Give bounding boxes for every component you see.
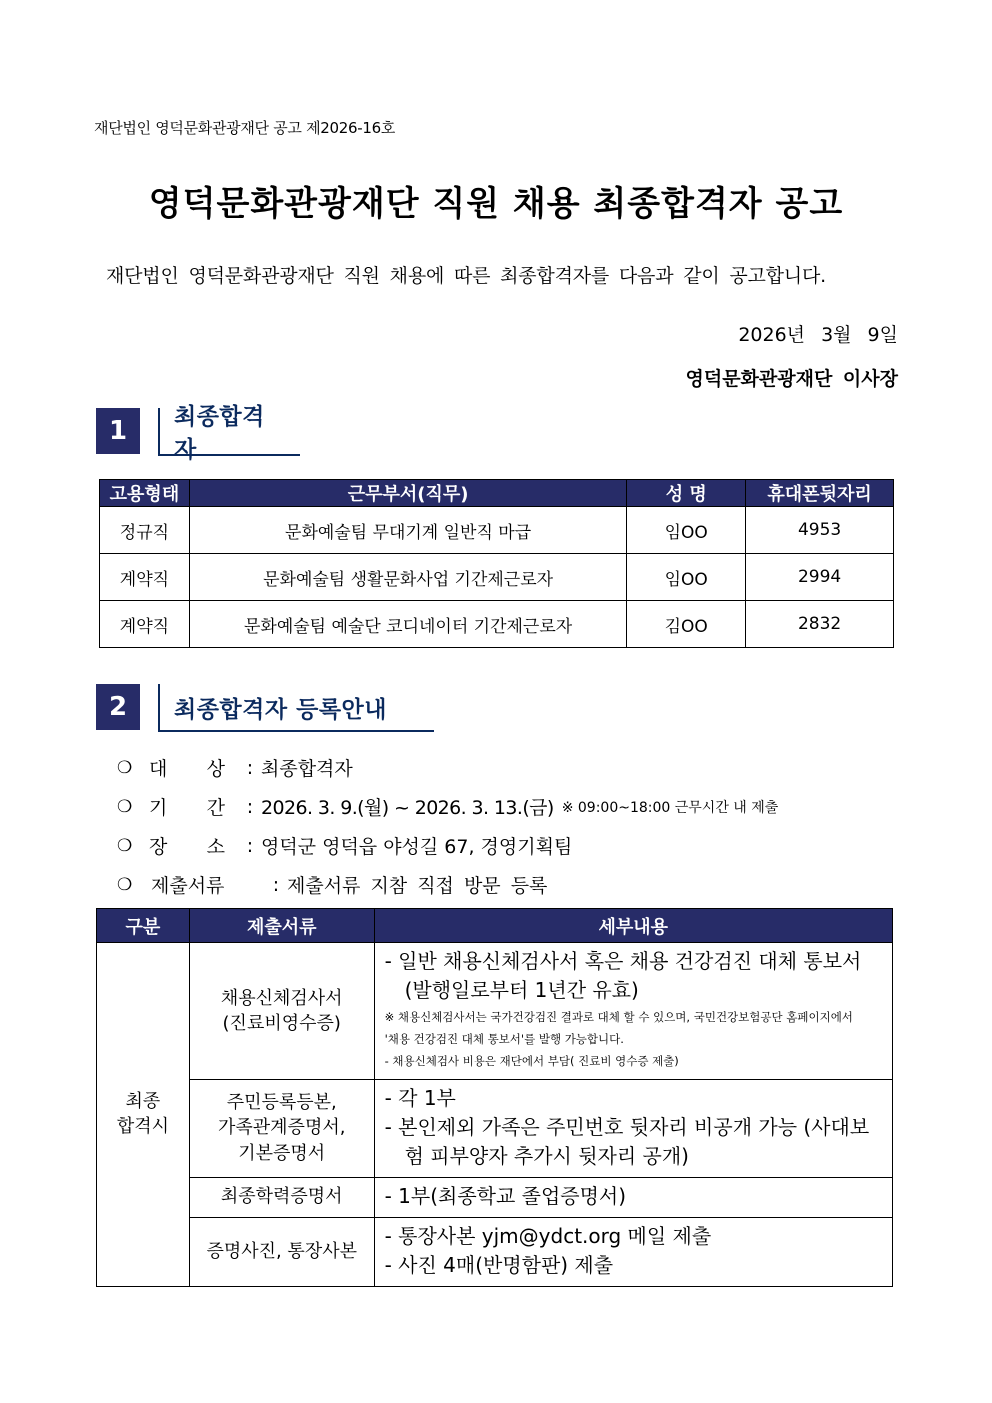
required-documents-table (96, 908, 893, 1287)
phone-suffix-cell: 2832 (746, 601, 894, 648)
table-header-row (100, 480, 894, 507)
column-header: 고용형태 (100, 480, 190, 507)
item-value: 영덕군 영덕읍 야성길 67, 경영기획팀 (261, 836, 573, 858)
section-title-box (158, 684, 434, 732)
column-header: 휴대폰뒷자리 (746, 480, 894, 507)
table-row (97, 943, 893, 1080)
department-cell: 문화예술팀 무대기계 일반직 마급 (189, 507, 626, 554)
section-title: 최종합격자 등록안내 (174, 696, 387, 723)
name-cell: 김OO (627, 601, 746, 648)
item-value: 최종합격자 (261, 758, 353, 780)
column-header: 성 명 (627, 480, 746, 507)
circle-bullet-icon: ❍ (117, 796, 133, 817)
colon: : (246, 795, 254, 818)
list-item-target (117, 748, 778, 787)
item-value: 2026. 3. 9.(월) ~ 2026. 3. 13.(금) (261, 797, 554, 819)
department-cell: 문화예술팀 예술단 코디네이터 기간제근로자 (189, 601, 626, 648)
detail-cell: - 1부(최종학교 졸업증명서) (374, 1177, 892, 1217)
document-cell: 채용신체검사서 (진료비영수증) (189, 943, 374, 1080)
colon: : (246, 756, 254, 779)
section-1-heading (96, 404, 300, 463)
circle-bullet-icon: ❍ (117, 757, 133, 778)
table-header-row (97, 909, 893, 943)
column-header: 구분 (97, 909, 190, 943)
document-cell: 주민등록등본, 가족관계증명서, 기본증명서 (189, 1079, 374, 1177)
phone-suffix-cell: 2994 (746, 554, 894, 601)
category-cell: 최종 합격시 (97, 943, 190, 1287)
colon: : (272, 873, 280, 896)
table-row (97, 1079, 893, 1177)
item-note: ※ 09:00~18:00 근무시간 내 제출 (561, 799, 779, 816)
list-item-documents (117, 865, 778, 904)
table-row (100, 554, 894, 601)
employment-type-cell: 계약직 (100, 554, 190, 601)
column-header: 세부내용 (374, 909, 892, 943)
employment-type-cell: 정규직 (100, 507, 190, 554)
table-row (100, 601, 894, 648)
circle-bullet-icon: ❍ (117, 835, 133, 856)
phone-suffix-cell: 4953 (746, 507, 894, 554)
department-cell: 문화예술팀 생활문화사업 기간제근로자 (189, 554, 626, 601)
table-row (97, 1217, 893, 1286)
item-label: 기 간 (149, 797, 225, 819)
intro-text: 재단법인 영덕문화관광재단 직원 채용에 따른 최종합격자를 다음과 같이 공고합니다. (106, 265, 826, 287)
list-item-period (117, 787, 778, 826)
section-number-badge: 1 (96, 408, 140, 454)
document-cell: 증명사진, 통장사본 (189, 1217, 374, 1286)
document-cell: 최종학력증명서 (189, 1177, 374, 1217)
registration-info-list (117, 748, 778, 904)
detail-cell: - 각 1부 - 본인제외 가족은 주민번호 뒷자리 비공개 가능 (사대보험 피부양자 추가시 뒷자리 공개) (374, 1079, 892, 1177)
table-row (97, 1177, 893, 1217)
issuer: 영덕문화관광재단 이사장 (685, 368, 898, 390)
detail-cell: - 일반 채용신체검사서 혹은 채용 건강검진 대체 통보서 (발행일로부터 1년간 유효) ※ 채용신체검사서는 국가건강검진 결과로 대체 할 수 있으며, 국민건강보험공단 홈페이지에서 '채용 건강검진 대체 통보서'를 발행 가능합니다. - 채용신체검사 비용은 재단에서 부담( 진료비 영수증 제출) (374, 943, 892, 1080)
name-cell: 임OO (627, 507, 746, 554)
item-label: 제출서류 (151, 875, 225, 897)
item-label: 대 상 (149, 758, 225, 780)
section-number-badge: 2 (96, 684, 140, 730)
column-header: 제출서류 (189, 909, 374, 943)
notice-number: 재단법인 영덕문화관광재단 공고 제2026-16호 (94, 119, 396, 137)
name-cell: 임OO (627, 554, 746, 601)
colon: : (246, 834, 254, 857)
page-title: 영덕문화관광재단 직원 채용 최종합격자 공고 (148, 184, 844, 224)
list-item-location (117, 826, 778, 865)
detail-cell: - 통장사본 yjm@ydct.org 메일 제출 - 사진 4매(반명함판) 제출 (374, 1217, 892, 1286)
column-header: 근무부서(직무) (189, 480, 626, 507)
section-title-box (158, 404, 300, 463)
section-title: 최종합격자 (174, 404, 265, 463)
notice-date: 2026년 3월 9일 (738, 324, 898, 346)
final-candidates-table (99, 479, 894, 648)
circle-bullet-icon: ❍ (117, 874, 133, 895)
table-row (100, 507, 894, 554)
employment-type-cell: 계약직 (100, 601, 190, 648)
section-2-heading (96, 684, 434, 732)
item-label: 장 소 (149, 836, 225, 858)
item-value: 제출서류 지참 직접 방문 등록 (287, 875, 548, 897)
